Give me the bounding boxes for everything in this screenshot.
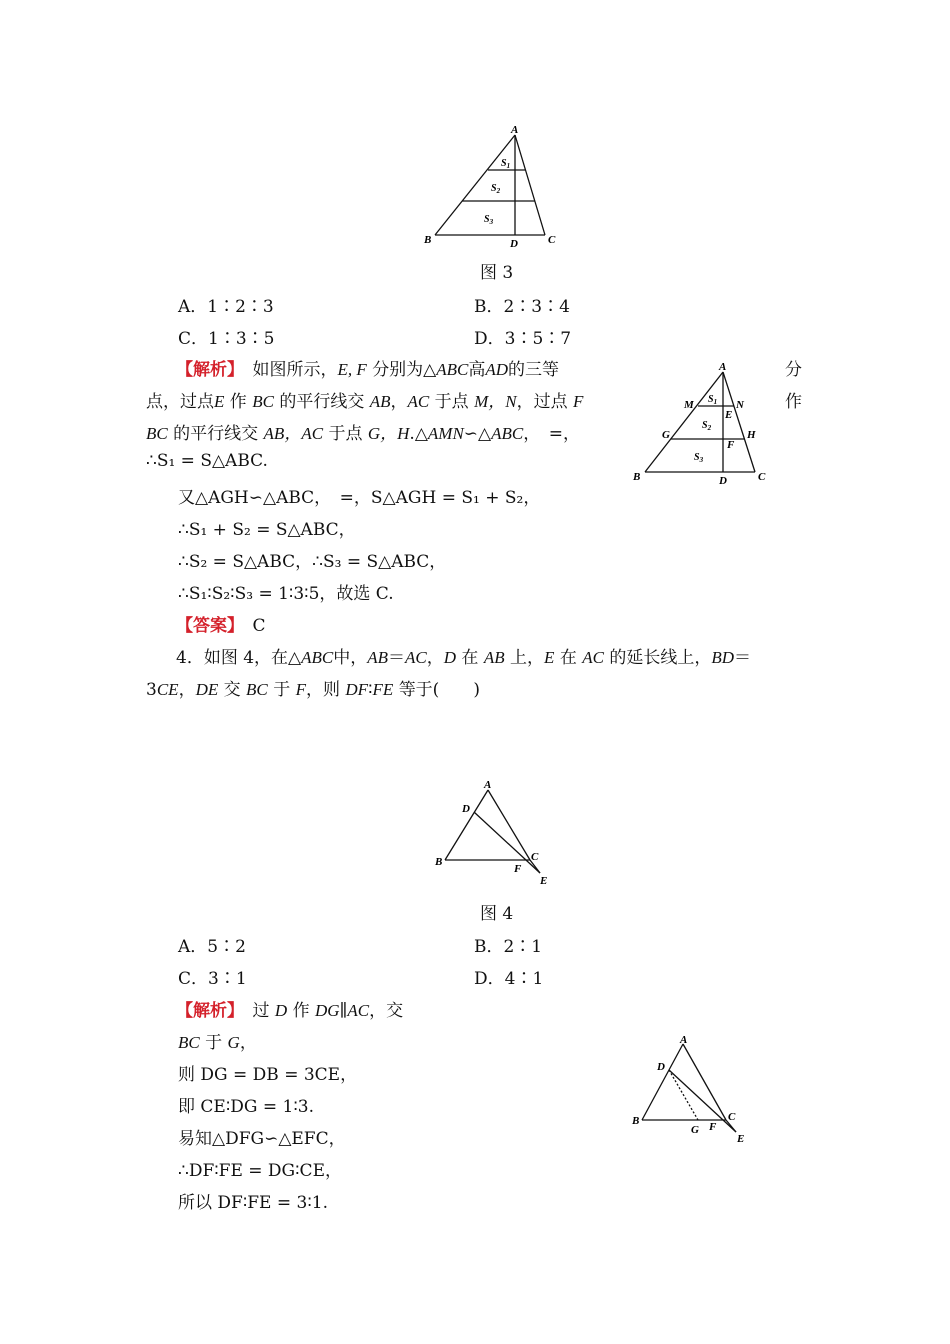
fig3-label-c: C (548, 234, 556, 246)
q4-solution-line-1: 【解析】 过 D 作 DG∥AC，交 (176, 1001, 404, 1021)
fig4-label-e: E (540, 875, 548, 887)
fig3b-label-g: G (662, 429, 670, 441)
fig3-label-s3: $S_3$ (484, 214, 494, 226)
q4-stem-line-1: 4．如图 4，在△ABC中，AB＝AC，D 在 AB 上，E 在 AC 的延长线上，BD＝ (176, 648, 752, 668)
q3-solution-line-8: ∴S₁∶S₂∶S₃ = 1∶3∶5，故选 C. (178, 584, 394, 604)
fig4b-label-a: A (680, 1034, 688, 1046)
q3-daan-label: 【答案】 (176, 616, 236, 636)
q3-solution-line-4: ∴S₁ = S△ABC. (146, 451, 268, 471)
q4-solution-line-3: 则 DG = DB = 3CE， (178, 1065, 358, 1085)
q3-solution-line-7: ∴S₂ = S△ABC，∴S₃ = S△ABC， (178, 552, 447, 572)
q3-option-a: A．1∶2∶3 (178, 297, 274, 317)
q3-solution-line-1: 【解析】 如图所示，E, F 分别为△ABC高AD的三等 (176, 360, 560, 380)
q3-option-b: B．2∶3∶4 (474, 297, 570, 317)
fig3-label-d: D (510, 238, 518, 250)
fig3b-label-e: E (725, 409, 733, 421)
q4-jiexi-label: 【解析】 (176, 1001, 236, 1021)
fig4b-label-f: F (709, 1121, 717, 1133)
fig4b-label-g: G (691, 1124, 699, 1136)
fig4b-label-c: C (728, 1111, 736, 1123)
fig3-label-a: A (511, 124, 519, 136)
q3-option-c: C．1∶3∶5 (178, 329, 275, 349)
q3-solution-line-6: ∴S₁ + S₂ = S△ABC， (178, 520, 356, 540)
q4-solution-line-4: 即 CE∶DG = 1∶3. (178, 1097, 314, 1117)
fig3-label-b: B (424, 234, 432, 246)
q3-solution-line-3: BC 的平行线交 AB，AC 于点 G，H.△AMN∽△ABC， =， (146, 424, 580, 444)
fig3-label-s2: $S_2$ (491, 183, 501, 195)
q4-solution-line-6: ∴DF∶FE = DG∶CE， (178, 1161, 342, 1181)
q3-solution-line-1-end: 分 (785, 360, 802, 380)
q3-option-d: D．3∶5∶7 (474, 329, 572, 349)
q3-answer: C (252, 616, 266, 636)
fig3b-label-s3: $S_3$ (694, 452, 704, 464)
fig3b-label-n: N (736, 399, 744, 411)
fig3b-label-c: C (758, 471, 766, 483)
fig4b-label-e: E (737, 1133, 745, 1145)
fig3b-label-b: B (633, 471, 641, 483)
q3-solution-line-2-end: 作 (785, 392, 802, 412)
fig3b-label-d: D (719, 475, 727, 487)
fig4b-label-d: D (657, 1061, 665, 1073)
q4-solution-line-7: 所以 DF∶FE = 3∶1. (178, 1193, 328, 1213)
fig3-label-s1: $S_1$ (501, 158, 511, 170)
fig3b-label-m: M (684, 399, 694, 411)
q4-option-b: B．2∶1 (474, 937, 543, 957)
figure-3-caption: 图 3 (480, 263, 514, 283)
q4-option-a: A．5∶2 (178, 937, 246, 957)
fig4b-label-b: B (632, 1115, 640, 1127)
figure-4-caption: 图 4 (480, 904, 514, 924)
fig4-label-c: C (531, 851, 539, 863)
q3-jiexi-label: 【解析】 (176, 360, 236, 380)
q3-solution-line-5: 又△AGH∽△ABC， =，S△AGH = S₁ + S₂， (178, 488, 541, 508)
fig4-label-d: D (462, 803, 470, 815)
fig3b-label-f: F (727, 439, 735, 451)
fig4-label-b: B (435, 856, 443, 868)
fig3b-label-s1: $S_1$ (708, 394, 718, 406)
fig4-label-a: A (484, 779, 492, 791)
q4-solution-line-5: 易知△DFG∽△EFC， (178, 1129, 346, 1149)
fig3b-label-a: A (719, 361, 727, 373)
fig3b-label-s2: $S_2$ (702, 420, 712, 432)
fig4-label-f: F (514, 863, 522, 875)
fig3b-label-h: H (747, 429, 756, 441)
q4-solution-line-2: BC 于 G， (178, 1033, 257, 1053)
q4-option-c: C．3∶1 (178, 969, 247, 989)
q4-option-d: D．4∶1 (474, 969, 544, 989)
q4-stem-line-2: 3CE，DE 交 BC 于 F，则 DF∶FE 等于( ) (146, 680, 480, 700)
q3-solution-line-2: 点，过点E 作 BC 的平行线交 AB，AC 于点 M，N，过点 F (146, 392, 584, 412)
